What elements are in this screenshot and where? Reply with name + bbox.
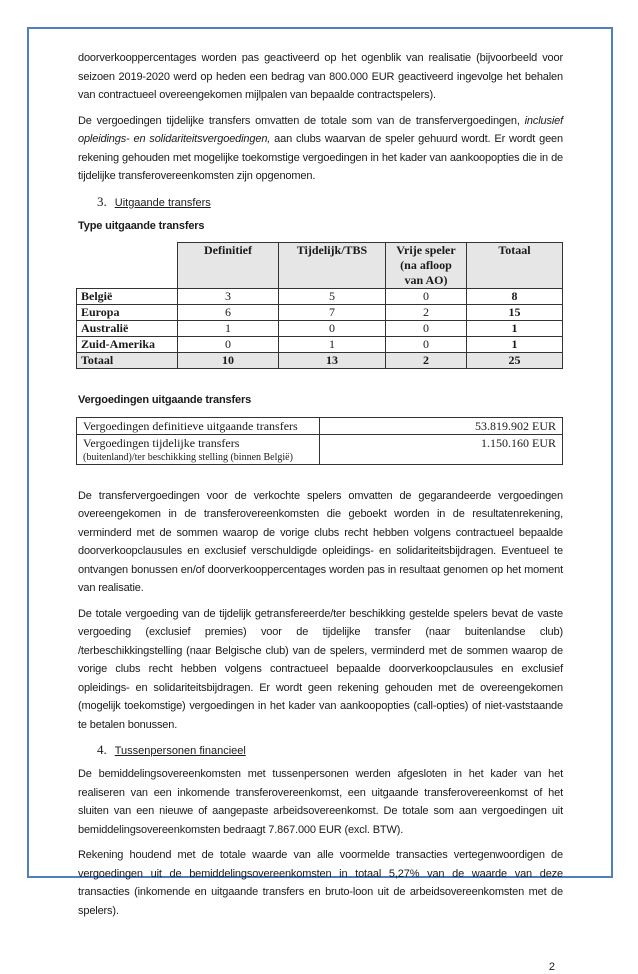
header-cell: Vrije speler (na afloop van AO)	[386, 243, 467, 289]
section-heading-3	[97, 193, 563, 212]
cell: 13	[279, 353, 386, 369]
section-number: 3.	[97, 193, 107, 209]
section-title: Uitgaande transfers	[114, 196, 211, 209]
table-row	[77, 417, 563, 434]
cell-total: 15	[467, 305, 563, 321]
page-content	[78, 0, 563, 974]
table-row	[77, 321, 563, 337]
row-label: Vergoedingen definitieve uitgaande transfers	[77, 417, 320, 434]
header-blank	[77, 243, 178, 289]
row-label: Europa	[77, 305, 178, 321]
cell: 1	[178, 321, 279, 337]
cell: 7	[279, 305, 386, 321]
table-row	[77, 305, 563, 321]
cell: 1	[279, 337, 386, 353]
cell: 0	[279, 321, 386, 337]
paragraph-intermediaries: De bemiddelingsovereenkomsten met tussenpersonen werden afgesloten in het kader van het realiseren van een inkomende transferovereenkomst, een uitgaande transferovereenkomst of het sluiten van een nieuwe of aangepaste arbeidsovereenkomst. De totale som aan vergoedingen uit bemiddelingsovereenkomsten bedraagt 7.867.000 EUR (excl. BTW).	[78, 768, 563, 836]
table-row	[77, 337, 563, 353]
row-label: Australië	[77, 321, 178, 337]
cell: 0	[386, 321, 467, 337]
table-total-row	[77, 353, 563, 369]
table-header-row	[77, 243, 563, 289]
text: De vergoedingen tijdelijke transfers omvatten de totale som van de transfervergoedingen,	[78, 114, 525, 127]
cell-total: 8	[467, 289, 563, 305]
cell: 6	[178, 305, 279, 321]
cell-total: 1	[467, 321, 563, 337]
amount: 1.150.160 EUR	[320, 434, 563, 464]
cell-total: 25	[467, 353, 563, 369]
section-number: 4.	[97, 742, 107, 757]
outgoing-transfers-fees-table	[76, 417, 563, 465]
amount: 53.819.902 EUR	[320, 417, 563, 434]
table-row	[77, 289, 563, 305]
row-label: Vergoedingen tijdelijke transfers	[83, 435, 240, 450]
header-cell: Tijdelijk/TBS	[279, 243, 386, 289]
header-cell: Totaal	[467, 243, 563, 289]
paragraph-total-fee: De totale vergoeding van de tijdelijk getransfereerde/ter beschikking gestelde spelers bevat de vaste vergoeding (exclusief premies) voor de tijdelijke transfer (naar buitenlandse club) /terbeschikkingstelling (naar Belgische club) van de spelers, verminderd met de sommen waarop de vorige clubs recht hebben volgens contractueel bepaalde doorverkoopclausules en exclusief opleidings- en solidariteitsbijdragen. Er wordt geen rekening gehouden met de overeengekomen (mogelijk toekomstige) vergoedingen in het kader van aankoopopties (call-opties) of niet-vaststaande te betalen bonussen.	[78, 607, 563, 731]
page-number: 2	[548, 961, 555, 973]
row-label: België	[77, 289, 178, 305]
row-sublabel: (buitenland)/ter beschikking stelling (binnen België)	[83, 451, 293, 463]
paragraph-percentage: Rekening houdend met de totale waarde van alle voormelde transacties vertegenwoordigen de vergoedingen uit de bemiddelingsovereenkomsten in totaal 5,27% van de waarde van deze transacties (inkomende en uitgaande transfers en bruto-loon uit de arbeidsovereenkomsten met de spelers).	[78, 849, 563, 917]
cell: 3	[178, 289, 279, 305]
paragraph-sold-players: De transfervergoedingen voor de verkochte spelers omvatten de gegarandeerde vergoedingen overeengekomen in de transferovereenkomsten die geboekt worden in de resultatenrekening, verminderd met de sommen waarop de vorige clubs recht hebben volgens contractueel bepaalde doorverkoopclausules en exclusief verschuldigde opleidings- en solidariteitsbijdragen. Eventueel te ontvangen bonussen en/of doorverkooppercentages worden pas in resultaat genomen op het moment van realisatie.	[78, 489, 563, 594]
cell: 2	[386, 305, 467, 321]
text-italic: inclusief opleidings- en solidariteitsvergoedingen,	[78, 114, 563, 145]
row-label: Zuid-Amerika	[77, 337, 178, 353]
row-label: Totaal	[77, 353, 178, 369]
section-title: Tussenpersonen financieel	[114, 745, 246, 757]
cell: 0	[386, 337, 467, 353]
cell: 5	[279, 289, 386, 305]
cell: 0	[386, 289, 467, 305]
table2-title: Vergoedingen uitgaande transfers	[78, 394, 252, 406]
cell-total: 1	[467, 337, 563, 353]
paragraph-activation: doorverkooppercentages worden pas geactiveerd op het ogenblik van realisatie (bijvoorbeeld voor seizoen 2019-2020 werd op heden een bedrag van 800.000 EUR geactiveerd ingevolge het behalen van contractueel overeengekomen mijlpalen van bepaalde contractspelers).	[78, 52, 563, 101]
cell: 0	[178, 337, 279, 353]
header-cell: Definitief	[178, 243, 279, 289]
section-heading-4	[97, 741, 563, 760]
row-label-cell	[77, 434, 320, 464]
cell: 10	[178, 353, 279, 369]
table-row	[77, 434, 563, 464]
text: aan clubs waarvan de speler gehuurd wordt. Er wordt geen rekening gehouden met mogelijke toekomstige vergoedingen in het kader van aankoopopties die in de tijdelijke transferovereenkomsten zijn opgenomen.	[78, 133, 563, 182]
table1-title: Type uitgaande transfers	[78, 219, 205, 232]
paragraph-temporary-transfers	[78, 112, 563, 186]
outgoing-transfers-type-table	[76, 242, 563, 369]
cell: 2	[386, 353, 467, 369]
